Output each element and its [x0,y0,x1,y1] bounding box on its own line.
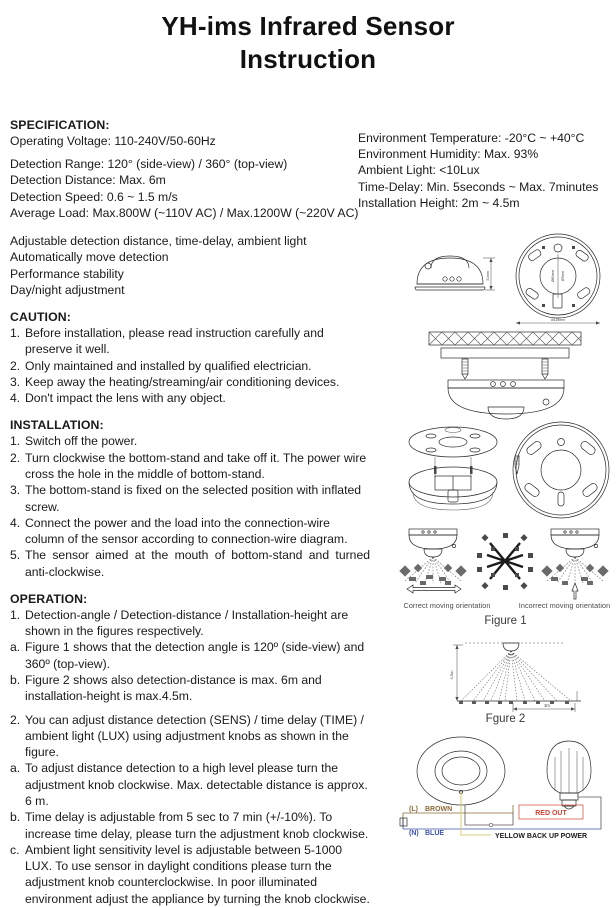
list-text: Time delay is adjustable from 5 sec to 7 min (+/-10%). To increase time delay, please turn the adjustment knob clockwise. [25,810,369,841]
operation-item [10,639,370,672]
list-text: You can adjust distance detection (SENS) / time delay (TIME) / ambient light (LUX) using adjustment knobs as shown in the figure. [25,712,364,760]
list-text: Keep away the heating/streaming/air conditioning devices. [25,374,340,389]
list-text: Ambient light sensitivity level is adjustable between 5-1000 LUX. To use sensor in daylight conditions please turn the adjustment knob counterclockwise. In poor illuminated environment adjust the appliance by turning the knob clockwise. [25,842,370,906]
brown-wire-label: BROWN [425,806,453,813]
correct-orientation-label: Correct moving orientation [403,601,491,610]
correct-orientation-figure [399,529,466,593]
caution-item [10,325,370,358]
neutral-marker-label: (N) [409,830,419,837]
list-marker: 1. [10,434,21,449]
list-text: Connect the power and the load into the connection-wire column of the sensor according to connection-wire diagram. [25,515,348,547]
list-marker: 3. [10,374,21,389]
blue-wire-label: BLUE [425,830,445,837]
installation-item [10,433,370,449]
incorrect-orientation-figure [541,529,608,599]
backup-power-label: YELLOW BACK UP POWER [495,833,588,840]
operation-item [10,672,370,705]
ceiling-hatch [429,332,581,358]
sensor-bottom-view [516,234,600,318]
connection-wire-drawing [395,735,616,847]
specification-heading: SPECIFICATION: [10,118,110,132]
spec-detection-range: Detection Range: 120° (side-view) / 360° (top-view) [10,157,288,172]
installation-heading: INSTALLATION: [10,418,104,433]
list-marker: 1. [10,325,21,340]
list-marker: 1. [10,607,21,622]
list-text: Turn clockwise the bottom-stand and take off it. The power wire cross the hole in the middle of bottom-stand. [25,450,367,481]
mounting-screws [462,359,548,379]
list-marker: b. [10,810,21,825]
incorrect-orientation-label: Incorrect moving orientation [518,601,611,610]
list-marker: c. [10,842,20,857]
list-text: To adjust distance detection to a high level please turn the adjustment knob clockwise. Max. detectable distance is approx. 6 m. [25,761,368,808]
red-out-label: RED OUT [535,810,567,817]
page-title [0,0,616,77]
feature-day-night: Day/night adjustment [10,282,125,297]
figure2-coverage-diagram [395,633,616,725]
figure1-orientation-diagram [395,525,616,627]
caution-item [10,358,370,374]
figure2-height-label: 4.5m [449,670,454,680]
env-ambient-light: Ambient Light: <10Lux [358,163,480,178]
list-text: Switch off the power. [25,434,138,449]
left-column [10,118,370,907]
feature-adjustable: Adjustable detection distance, time-delay, ambient light [10,234,307,249]
figure2-caption: Fgure 2 [485,713,526,725]
env-installation-height: Installation Height: 2m ~ 4.5m [358,195,520,210]
live-marker-label: (L) [409,806,418,813]
list-text: Before installation, please read instruction carefully and preserve it well. [25,325,324,357]
operation-item [10,607,370,640]
figure2-radius-label: 3m [544,703,550,708]
ceiling-mount-diagram [395,328,616,420]
list-marker: 3. [10,483,21,498]
wire-paths [400,792,601,835]
installation-item [10,482,370,515]
installation-item [10,547,370,580]
list-text: The sensor aimed at the mouth of bottom-stand and turned anti-clockwise. [25,548,370,579]
list-marker: 2. [10,712,21,727]
feature-auto-move-detection: Automatically move detection [10,250,169,265]
list-marker: 5. [10,548,21,563]
list-text: Figure 2 shows also detection-distance is max. 6m and installation-height is max.4.5m. [25,673,322,704]
list-text: Detection-angle / Detection-distance / Installation-height are shown in the figures respectively. [25,607,349,639]
title-line-1: YH-ims Infrared Sensor [161,11,455,41]
list-marker: b. [10,673,21,688]
spec-detection-distance: Detection Distance: Max. 6m [10,173,166,188]
env-temperature: Environment Temperature: -20°C ~ +40°C [358,131,585,145]
bottom-stand-exploded [409,427,519,510]
screwdriver-icon [515,456,519,474]
caution-heading: CAUTION: [10,309,71,324]
operation-item [10,842,370,907]
operation-item [10,809,370,842]
dim-inner2-label: Ø7mm [561,270,565,282]
list-marker: 2. [10,358,21,373]
wiring-bulb-icon [547,741,591,809]
installation-item [10,515,370,548]
env-humidity: Environment Humidity: Max. 93% [358,147,539,162]
environment-spec-list [358,130,612,211]
list-marker: 4. [10,515,21,530]
topview-orientation-figure [477,533,533,590]
list-text: Only maintained and installed by qualified electrician. [25,358,312,373]
installation-item [10,450,370,483]
list-marker: 4. [10,391,21,406]
wiring-labels [409,805,587,840]
sensor-dimension-drawing [395,228,616,328]
coverage-cone-drawing [395,633,616,715]
title-line-2: Instruction [239,44,377,75]
spec-operating-voltage: Operating Voltage: 110-240V/50-60Hz [10,134,216,148]
list-text: The bottom-stand is fixed on the selected position with inflated screw. [25,483,362,514]
list-text: Don't impact the lens with any object. [25,391,226,406]
list-marker: a. [10,640,21,655]
operation-heading: OPERATION: [10,591,88,606]
figure2-height-dimension [449,645,463,701]
list-marker: 2. [10,450,21,465]
spec-average-load: Average Load: Max.800W (~110V AC) / Max.1200W (~220V AC) [10,205,359,220]
wiring-diagram [395,735,616,847]
figure1-views-diagram [395,228,616,328]
figure1-caption: Figure 1 [484,615,527,627]
list-marker: a. [10,761,21,776]
dim-diameter-label: Ø115mm [551,318,565,322]
env-time-delay: Time-Delay: Min. 5seconds ~ Max. 7minutes [358,179,599,194]
operation-item [10,760,370,809]
dim-inner1-label: Ø80mm [551,269,555,283]
sensor-body [448,380,564,419]
sensor-top-view [513,422,609,518]
detection-rays [461,651,571,701]
height-dimension [483,258,495,290]
baseplate-topview-diagram [395,420,616,525]
spec-detection-speed: Detection Speed: 0.6 ~ 1.5 m/s [10,189,178,204]
operation-item [10,712,370,761]
diameter-dimension [516,318,600,325]
figures-column [395,228,616,847]
figure2-radius-dimension [513,703,575,712]
ceiling-install-drawing [395,328,616,420]
ground-markers [459,701,569,704]
dim-height-label: 31mm [486,271,490,281]
orientation-drawing [395,525,616,601]
list-text: Figure 1 shows that the detection angle is 120º (side-view) and 360º (top-view). [25,640,365,671]
caution-item [10,390,370,406]
sensor-side-view [415,256,485,290]
baseplate-drawing [395,420,616,525]
caution-item [10,374,370,390]
feature-performance-stability: Performance stability [10,266,124,281]
